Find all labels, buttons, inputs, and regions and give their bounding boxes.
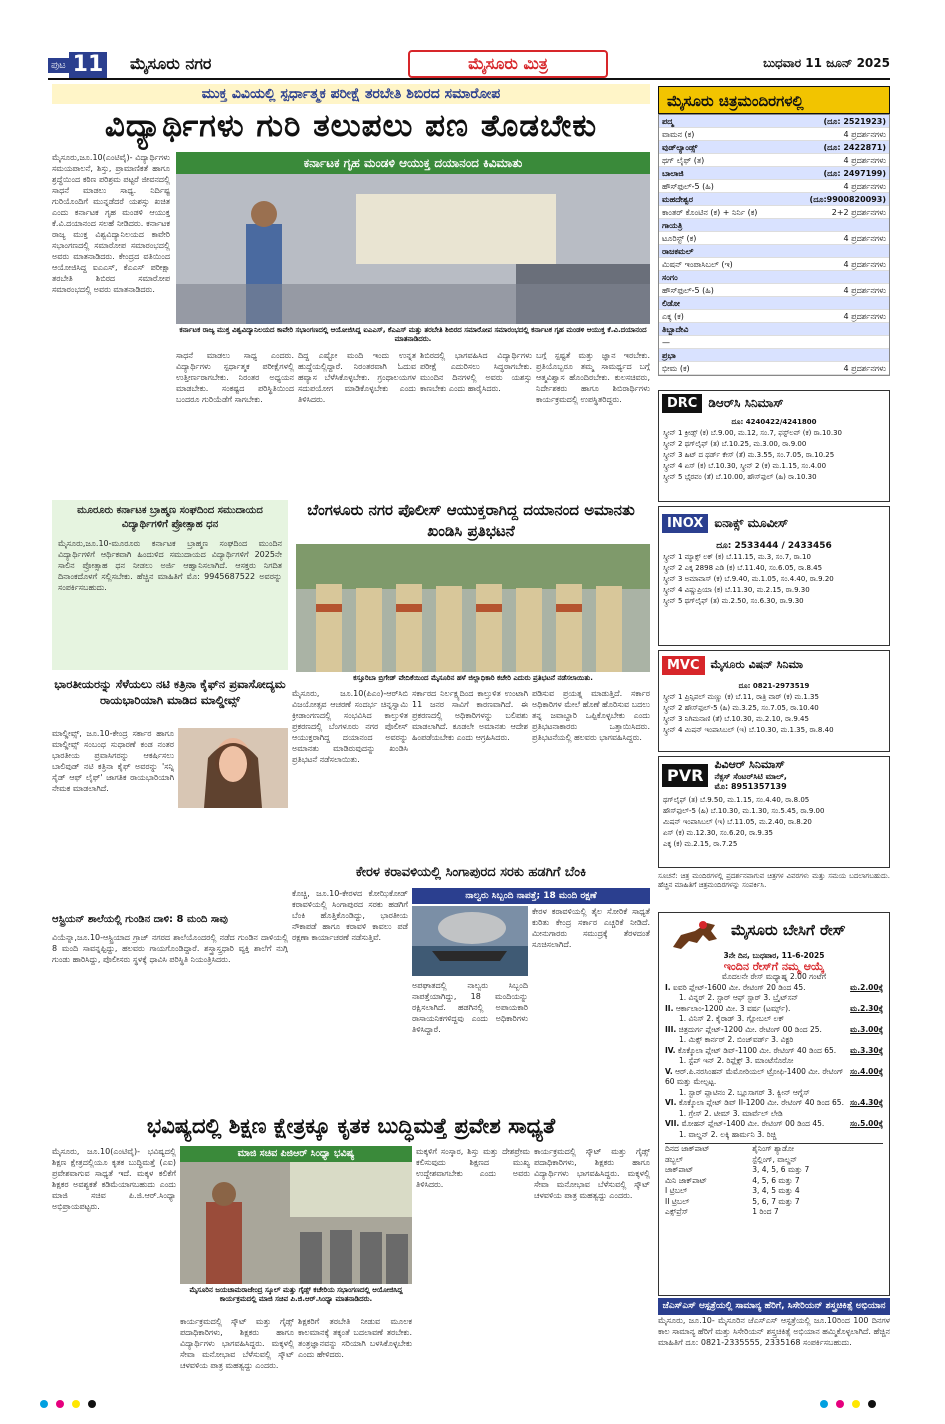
cinema-row	[659, 154, 889, 167]
race-pick: 1. ಗ್ರೇಸ್ 2. ಟೀಮ್ 3. ಮಾರ್ವೆಲ್ ಲೇಡಿ	[679, 1108, 783, 1118]
hospital-notice-body: ಮೈಸೂರು, ಜೂ.10- ಮೈಸೂರಿನ ಜೆಎಸ್‌ಎಸ್ ಆಸ್ಪತ್ರೆಯಲ್ಲಿ ಜೂ.10ರಿಂದ 100 ದಿನಗಳ ಕಾಲ ಸಾಮಾನ್ಯ ಹೆರಿಗೆ ಮತ್ತು ಸಿಸೇರಿಯನ್ ಶಸ್ತ್ರಚಿಕಿತ್ಸೆ ಅಭಿಯಾನ ಹಮ್ಮಿಕೊಳ್ಳಲಾಗಿದೆ. ಹೆಚ್ಚಿನ ಮಾಹಿತಿಗೆ ದೂ: 0821-2335555, 2335168 ಸಂಪರ್ಕಿಸಬಹುದು.	[658, 1316, 890, 1347]
cinema-name: ಹೌಸ್‌ಫುಲ್-5 (ಹಿ)	[662, 286, 714, 295]
inox-line: ಸ್ಕ್ರೀನ್ 2 ಎಕ್ಕ 2898 ಎಡಿ (ಕ) ಬೆ.11.40, ಸಂ.6.05, ರಾ.8.45	[663, 564, 823, 572]
brahmin-body: ಮೈಸೂರು,ಜೂ.10-ಮೂರೂರು ಕರ್ನಾಟಕ ಬ್ರಾಹ್ಮಣ ಸಂಘದಿಂದ ಮುಂದಿನ ವಿದ್ಯಾರ್ಥಿಗಳಿಗೆ ಆರ್ಥಿಕವಾಗಿ ಹಿಂದುಳಿದ ಸಮುದಾಯದ ವಿದ್ಯಾರ್ಥಿಗಳಿಗೆ 2025ನೇ ಸಾಲಿನ ಪ್ರೋತ್ಸಾಹ ಧನ ನೀಡಲು ಅರ್ಜಿ ಆಹ್ವಾನಿಸಲಾಗಿದೆ. ಆಸಕ್ತರು ನಿಗದಿತ ದಿನಾಂಕದೊಳಗೆ ಸಲ್ಲಿಸಬೇಕು. ಹೆಚ್ಚಿನ ಮಾಹಿತಿಗೆ ಮೊ: 9945687522 ಅವರನ್ನು ಸಂಪರ್ಕಿಸಬಹುದು.	[58, 539, 282, 592]
race-time: ಸಂ.5.00ಕ್ಕೆ	[849, 1119, 883, 1128]
black-dot	[868, 1400, 876, 1408]
cinema-info: 4 ಪ್ರದರ್ಶನಗಳು	[843, 156, 886, 165]
cinema-row	[659, 128, 889, 141]
race-number: IV.	[665, 1045, 676, 1055]
race-time: ಸಂ.4.00ಕ್ಕೆ	[849, 1066, 883, 1076]
jackpot-row	[665, 1176, 883, 1187]
cinema-name: ಮಹದೇಶ್ವರ	[662, 195, 693, 204]
race-time: ಮ.2.00ಕ್ಕೆ	[850, 982, 883, 992]
protest-group-image	[296, 544, 650, 672]
lead-column-1: ಮೈಸೂರು,ಜೂ.10(ಎಂಟಿವೈ)- ವಿದ್ಯಾರ್ಥಿಗಳು ಸಮಯಪಾಲನೆ, ಶಿಸ್ತು, ಪ್ರಾಮಾಣಿಕತೆ ಹಾಗೂ ಶ್ರದ್ಧೆಯಿಂದ ಕಠಿಣ ಪರಿಶ್ರಮ ಪಟ್ಟರೆ ಜೀವನದಲ್ಲಿ ಸಾಧನೆ ಮಾಡಲು ಸಾಧ್ಯ. ನಿರ್ದಿಷ್ಟ ಗುರಿಯೊಂದಿಗೆ ಮುನ್ನಡೆದರೆ ಯಶಸ್ಸು ಖಚಿತ ಎಂದು ಕರ್ನಾಟಕ ಗೃಹ ಮಂಡಳಿ ಆಯುಕ್ತ ಕೆ.ವಿ.ದಯಾನಂದ ಸಲಹೆ ನೀಡಿದರು. ಕರ್ನಾಟಕ ರಾಜ್ಯ ಮುಕ್ತ ವಿಶ್ವವಿದ್ಯಾನಿಲಯದ ಕಾವೇರಿ ಸಭಾಂಗಣದಲ್ಲಿ ಸಮಾರೋಪ ಸಮಾರಂಭದಲ್ಲಿ ಅವರು ಮಾತನಾಡಿದರು. ಕೇಂದ್ರದ ವತಿಯಿಂದ ಆಯೋಜಿಸಿದ್ದ ಐಎಎಸ್, ಕೆಎಎಸ್ ಪರೀಕ್ಷಾ ತರಬೇತಿ ಶಿಬಿರದ ಸಮಾರೋಪ ಸಮಾರಂಭದಲ್ಲಿ ಅವರು ಮಾತನಾಡಿದರು.	[52, 153, 170, 294]
cinema-info: 4 ಪ್ರದರ್ಶನಗಳು	[843, 364, 886, 373]
cinema-row	[659, 219, 889, 232]
ai-column-2: ಕಾರ್ಯಕ್ರಮದಲ್ಲಿ ಸ್ಕೌಟ್ ಮತ್ತು ಗೈಡ್ಸ್ ಪದಾಧಿಕಾರಿಗಳು, ಶಿಕ್ಷಕರು ಹಾಗೂ ವಿದ್ಯಾರ್ಥಿಗಳು ಭಾಗವಹಿಸಿದ್ದರು. ಮಕ್ಕಳಲ್ಲಿ ಸೇವಾ ಮನೋಭಾವ ಬೆಳೆಸುವಲ್ಲಿ ಸ್ಕೌಟ್ ಚಳವಳಿಯ ಪಾತ್ರ ಮಹತ್ವದ್ದು ಎಂದರು.	[180, 1317, 294, 1370]
lead-photo-caption: ಕರ್ನಾಟಕ ರಾಜ್ಯ ಮುಕ್ತ ವಿಶ್ವವಿದ್ಯಾನಿಲಯದ ಕಾವೇರಿ ಸಭಾಂಗಣದಲ್ಲಿ ಆಯೋಜಿಸಿದ್ದ ಐಎಎಸ್, ಕೆಎಎಸ್ ಮತ್ತು ತರಬೇತಿ ಶಿಬಿರದ ಸಮಾರೋಪ ಸಮಾರಂಭದಲ್ಲಿ ಕರ್ನಾಟಕ ಗೃಹ ಮಂಡಳಿ ಆಯುಕ್ತ ಕೆ.ವಿ.ದಯಾನಂದ ಮಾತನಾಡಿದರು.	[179, 326, 647, 343]
mvc-title: ಮೈಸೂರು ವಿಷನ್ ಸಿನಿಮಾ	[710, 658, 803, 671]
ai-photo-caption: ಮೈಸೂರಿನ ಜಯಚಾಮರಾಜೇಂದ್ರ ಸ್ಕೂಲ್ ಮತ್ತು ಗೈಡ್ಸ್ ಕಚೇರಿಯ ಸಭಾಂಗಣದಲ್ಲಿ ಆಯೋಜಿಸಿದ್ದ ಕಾರ್ಯಕ್ರಮದಲ್ಲಿ ಮಾಜಿ ಸಚಿವ ಪಿ.ಜಿ.ಆರ್.ಸಿಂಧ್ಯಾ ಮಾತನಾಡಿದರು.	[189, 1286, 403, 1303]
race-pick: 1. ವಿನಿಸ್ 2. ಕೈರಾಡ್ 3. ಗ್ಲೋಬಲ್ ಲಕ್	[679, 1014, 785, 1023]
lead-column-3: ದಿದ್ದ ಎಷ್ಟೋ ಮಂದಿ ಇಂದು ಉನ್ನತ ಹುದ್ದೆಯಲ್ಲಿದ್ದಾರೆ. ನಿರಂತರವಾಗಿ ಓದುವ ಹವ್ಯಾಸ ಬೆಳೆಸಿಕೊಳ್ಳಬೇಕು. ಗ್ರಂಥಾಲಯಗಳ ಸದುಪಯೋಗ ಮಾಡಿಕೊಳ್ಳಬೇಕು ಎಂದು ತಿಳಿಸಿದರು.	[298, 351, 416, 404]
cinema-row	[659, 349, 889, 362]
drc-title: ಡಿಆರ್‌ಸಿ ಸಿನಿಮಾಸ್	[708, 395, 784, 410]
cinema-name: ಬಾಲಾಜಿ	[662, 169, 684, 178]
race-pick: 1. ಸ್ಟಾರ್ ಪ್ಲಾಟಿನಂ 2. ಬ್ಲೂಸಾಗರ್ 3. ಕ್ವೀನ್ ಆಗ್ನೆಸ್	[679, 1087, 810, 1097]
mvc-phone: ದೂ: 0821-2973519	[738, 682, 810, 690]
protest-column-2: ಸರ್ಕಾರದ ನಿರ್ಲಕ್ಷ್ಯದಿಂದ ಕಾಲ್ತುಳಿತ ಉಂಟಾಗಿ 11 ಜನರ ಸಾವಿಗೆ ಕಾರಣವಾಗಿದೆ. ಈ ಪ್ರಕರಣದಲ್ಲಿ ಅಧಿಕಾರಿಗಳನ್ನು ಬಲಿಪಶು ಮಾಡಲಾಗಿದೆ. ಕೂಡಲೇ ಅಮಾನತು ಆದೇಶ ಹಿಂಪಡೆಯಬೇಕು ಎಂದು ಆಗ್ರಹಿಸಿದರು.	[412, 689, 528, 742]
cinema-row	[659, 284, 889, 297]
cinema-name: —	[662, 338, 670, 347]
mvc-logo: MVC	[662, 656, 705, 675]
mvc-line: ಸ್ಕ್ರೀನ್ 1 ಪ್ರಿನ್ಸಿಪಲ್ ಮಣ್ಣು (ಕ) ಬೆ.11, ರಾತ್ರಿ ವಾರ್ (ಕ) ಮ.1.35	[663, 693, 819, 701]
race-item	[665, 983, 883, 994]
lead-column-5: ಬಗ್ಗೆ ಸ್ಪಷ್ಟತೆ ಮತ್ತು ಜ್ಞಾನ ಇರಬೇಕು. ಪ್ರತಿಯೊಬ್ಬರೂ ತಮ್ಮ ಸಾಮರ್ಥ್ಯದ ಬಗ್ಗೆ ಆತ್ಮವಿಶ್ವಾಸ ಹೊಂದಿರಬೇಕು. ಕುಲಸಚಿವರು, ನಿರ್ದೇಶಕರು ಹಾಗೂ ಶಿಬಿರಾರ್ಥಿಗಳು ಕಾರ್ಯಕ್ರಮದಲ್ಲಿ ಉಪಸ್ಥಿತರಿದ್ದರು.	[536, 351, 650, 404]
jackpot-value: ಶೈನಿಂಗ್ ಶ್ಯಾಡೋ	[752, 1144, 795, 1153]
inox-line: ಸ್ಕ್ರೀನ್ 1 ಮ್ಯಾಕ್ಸ್ ಲಕ್ (ಕ) ಬೆ.11.15, ಮ.3, ಸಂ.7, ರಾ.10	[663, 553, 811, 561]
jackpot-value: 3, 4, 5, 6 ಮತ್ತು 7	[752, 1165, 810, 1174]
race-pick: 1. ವಾಲ್ಡನ್ 2. ಲಕ್ಕಿ ಹಾರ್ಮನಿ 3. ರಿಚ್ಚಿ	[679, 1129, 777, 1139]
page-number-badge	[48, 52, 107, 78]
protest-column-1: ಮೈಸೂರು, ಜೂ.10(ಪಿಎಂ)-ಆರ್‌ಸಿಬಿ ವಿಜಯೋತ್ಸವ ಆಚರಣೆ ಸಂದರ್ಭ ಚಿನ್ನಸ್ವಾಮಿ ಕ್ರೀಡಾಂಗಣದಲ್ಲಿ ಸಂಭವಿಸಿದ ಕಾಲ್ತುಳಿತ ಪ್ರಕರಣದಲ್ಲಿ ಬೆಂಗಳೂರು ನಗರ ಪೊಲೀಸ್ ಆಯುಕ್ತರಾಗಿದ್ದ ದಯಾನಂದ ಅವರನ್ನು ಅಮಾನತು ಮಾಡಿರುವುದನ್ನು ಖಂಡಿಸಿ ಪ್ರತಿಭಟನೆ ನಡೆಸಲಾಯಿತು.	[292, 689, 408, 764]
kerala-column-1: ಕೊಚ್ಚಿ, ಜೂ.10-ಕೇರಳದ ಕೋಝಿಕೋಡ್ ಕರಾವಳಿಯಲ್ಲಿ ಸಿಂಗಾಪುರದ ಸರಕು ಹಡಗಿಗೆ ಬೆಂಕಿ ಹೊತ್ತಿಕೊಂಡಿದ್ದು, ಭಾರತೀಯ ನೌಕಾಪಡೆ ಹಾಗೂ ಕರಾವಳಿ ಕಾವಲು ಪಡೆ ರಕ್ಷಣಾ ಕಾರ್ಯಾಚರಣೆ ನಡೆಸುತ್ತಿವೆ.	[292, 889, 408, 942]
cinema-row	[659, 323, 889, 336]
cinema-name: ಎಕ್ಕ (ಕ)	[662, 312, 684, 321]
cinema-info: 4 ಪ್ರದರ್ಶನಗಳು	[843, 234, 886, 243]
jackpot-value: 5, 6, 7 ಮತ್ತು 7	[752, 1196, 800, 1206]
ai-headline: ಭವಿಷ್ಯದಲ್ಲಿ ಶಿಕ್ಷಣ ಕ್ಷೇತ್ರಕ್ಕೂ ಕೃತಕ ಬುದ್ಧಿಮತ್ತೆ ಪ್ರವೇಶ ಸಾಧ್ಯತೆ	[146, 1114, 556, 1138]
inox-line: ಸ್ಕ್ರೀನ್ 3 ಅಮಾವಾಸ್ (ಕ) ಬೆ.9.40, ಮ.1.05, ಸಂ.4.40, ರಾ.9.20	[663, 575, 834, 583]
kerala-column-3: ಕೇರಳ ಕರಾವಳಿಯಲ್ಲಿ ತೈಲ ಸೋರಿಕೆ ಸಾಧ್ಯತೆ ಕುರಿತು ಕೇಂದ್ರ ಸರ್ಕಾರ ಎಚ್ಚರಿಕೆ ನೀಡಿದೆ. ಮೀನುಗಾರರು ಸಮುದ್ರಕ್ಕೆ ತೆರಳದಂತೆ ಸೂಚಿಸಲಾಗಿದೆ.	[532, 907, 650, 949]
mvc-line: ಸ್ಕ್ರೀನ್ 4 ಮಿಷನ್ ಇಂಪಾಸಿಬಲ್ (ಇ) ಬೆ.10.30, ಮ.1.35, ರಾ.8.40	[663, 726, 834, 734]
race-number: I.	[665, 982, 671, 992]
race-title: ಮೈಸೂರು ಬೇಸಿಗೆ ರೇಸ್	[659, 913, 889, 949]
cinema-row	[659, 297, 889, 310]
drc-line: ಸ್ಕ್ರೀನ್ 4 ಏಸ್ (ಕ) ಬೆ.10.30, ಸ್ಕ್ರೀನ್ 2 (ಕ) ಮ.1.15, ಸಂ.4.00	[663, 462, 827, 470]
cinema-listing	[658, 114, 890, 376]
jackpot-value: 1 ರಿಂದ 7	[752, 1207, 779, 1216]
inox-ad	[658, 506, 890, 646]
drc-ad	[658, 390, 890, 502]
pvr-subtitle: ನೆಕ್ಸಸ್ ಸೆಂಟರ್‌ಸಿಟಿ ಮಾಲ್,	[714, 772, 787, 781]
pvr-ad	[658, 756, 890, 868]
katrina-photo	[178, 728, 288, 808]
inox-line: ಸ್ಕ್ರೀನ್ 4 ವಿಷ್ಣುಪ್ರಿಯಾ (ಕ) ಬೆ.11.30, ಮ.2.15, ರಾ.9.30	[663, 586, 810, 594]
race-day: 3ನೇ ದಿನ, ಬುಧವಾರ, 11-6-2025	[723, 951, 825, 960]
race-description: ಆರ್.ಪಿ.ನರಸಿಂಹನ್ ಮೆಮೋರಿಯಲ್ ಟ್ರೋಫಿ-1400 ಮೀ. ರೇಟಿಂಗ್ 60 ಮತ್ತು ಮೇಲ್ಪಟ್ಟ.	[665, 1066, 844, 1086]
black-dot	[88, 1400, 96, 1408]
race-pick: 1. ವಿನ್ನರ್ 2. ಸ್ಟಾರ್ ಆಫ್ ಸ್ಟಾರ್ 3. ಬ್ರೈಟ್‌ಸನ್	[679, 993, 799, 1002]
racehorse-icon	[667, 917, 723, 953]
race-item	[665, 1004, 883, 1015]
katrina-headline: ಭಾರತೀಯರನ್ನು ಸೆಳೆಯಲು ನಟಿ ಕತ್ರಿನಾ ಕೈಫ್‌ನ ಪ್ರವಾಸೋದ್ಯಮ ರಾಯಭಾರಿಯಾಗಿ ಮಾಡಿದ ಮಾಲ್ಡೀವ್ಸ್	[54, 677, 286, 707]
lead-column-4: ಶಿಬಿರದಲ್ಲಿ ಭಾಗವಹಿಸಿದ ವಿದ್ಯಾರ್ಥಿಗಳು ಪರೀಕ್ಷೆ ಎದುರಿಸಲು ಸಿದ್ಧರಾಗಬೇಕು. ಮುಂದಿನ ದಿನಗಳಲ್ಲಿ ಅವರು ಯಶಸ್ಸು ಕಾಣಬೇಕು ಎಂದು ಹಾರೈಸಿದರು.	[420, 351, 532, 393]
race-number: III.	[665, 1024, 677, 1034]
drc-line: ಸ್ಕ್ರೀನ್ 2 ಥಗ್‌ಲೈಫ್ (ತ) ಬೆ.10.25, ಮ.3.00, ರಾ.9.00	[663, 440, 807, 448]
jackpot-label: ಜಾಕ್‌ಪಾಟ್	[665, 1165, 694, 1174]
race-number: VII.	[665, 1119, 680, 1128]
cinema-info: (ದೂ: 2497199)	[823, 169, 886, 178]
cinema-name: ವುಡ್‌ಲ್ಯಾಂಡ್ಸ್	[662, 143, 698, 152]
cinema-row	[659, 362, 889, 375]
cyan-dot	[40, 1400, 48, 1408]
ai-event-image	[180, 1162, 412, 1284]
katrina-portrait	[178, 728, 288, 808]
cinema-name: ಗಾಯತ್ರಿ	[662, 221, 683, 230]
cinema-info: 2+2 ಪ್ರದರ್ಶನಗಳು	[831, 208, 886, 217]
ai-column-1: ಮೈಸೂರು, ಜೂ.10(ಎಂಟಿವೈ)- ಭವಿಷ್ಯದಲ್ಲಿ ಶಿಕ್ಷಣ ಕ್ಷೇತ್ರದಲ್ಲಿಯೂ ಕೃತಕ ಬುದ್ಧಿಮತ್ತೆ (ಎಐ) ಪ್ರವೇಶವಾಗುವ ಸಾಧ್ಯತೆ ಇದೆ. ಮಕ್ಕಳ ಕಲಿಕೆಗೆ ಶಿಕ್ಷಕರ ಅವಶ್ಯಕತೆ ಕಡಿಮೆಯಾಗಬಹುದು ಎಂದು ಮಾಜಿ ಸಚಿವ ಪಿ.ಜಿ.ಆರ್.ಸಿಂಧ್ಯಾ ಅಭಿಪ್ರಾಯಪಟ್ಟರು.	[52, 1147, 176, 1211]
drc-logo: DRC	[662, 394, 702, 413]
section-title: ಮೈಸೂರು ನಗರ	[130, 54, 212, 73]
registration-marks	[0, 1400, 945, 1412]
protest-headline: ಬೆಂಗಳೂರು ನಗರ ಪೊಲೀಸ್ ಆಯುಕ್ತರಾಗಿದ್ದ ದಯಾನಂದ ಅಮಾನತು ಖಂಡಿಸಿ ಪ್ರತಿಭಟನೆ	[307, 501, 635, 540]
drc-line: ಸ್ಕ್ರೀನ್ 3 ಹಿಟ್ ದ ಥರ್ಡ್ ಕೇಸ್ (ತೆ) ಮ.3.55, ಸಂ.7.05, ರಾ.10.25	[663, 451, 835, 459]
race-first: ಮೊದಲನೇ ರೇಸ್ ಮಧ್ಯಾಹ್ನ 2.00 ಗಂಟೆಗೆ	[721, 972, 827, 981]
cinema-name: ರಾಜಕಮಲ್	[662, 247, 694, 256]
cinema-row	[659, 258, 889, 271]
jackpot-value: 4, 5, 6 ಮತ್ತು 7	[752, 1175, 800, 1185]
lead-kicker: ಮುಕ್ತ ವಿವಿಯಲ್ಲಿ ಸ್ಪರ್ಧಾತ್ಮಕ ಪರೀಕ್ಷೆ ತರಬೇತಿ ಶಿಬಿರದ ಸಮಾರೋಪ	[52, 84, 650, 104]
cinema-row	[659, 245, 889, 258]
cinema-name: ಲಿಡೋ	[662, 299, 680, 308]
newspaper-logo: ಮೈಸೂರು ಮಿತ್ರ	[408, 50, 608, 78]
jackpot-row	[665, 1144, 883, 1155]
jackpot-label: ಎಕ್ಸ್‌ಪ್ರೆಸ್	[665, 1207, 689, 1216]
race-item	[665, 1119, 883, 1130]
race-pick: 1. ಸ್ಟೆಪ್ ಇನ್ 2. ರಿಫ್ಲೆಕ್ಸ್ 3. ಮಾಂಟೆಸೊರೋ	[679, 1056, 794, 1065]
lead-photo-image	[176, 174, 650, 324]
jackpot-row	[665, 1197, 883, 1208]
pvr-line: ಹೌಸ್‌ಫುಲ್-5 (ಹಿ) ಬೆ.10.30, ಮ.1.30, ಸಂ.5.45, ರಾ.9.00	[663, 807, 825, 815]
inox-logo: INOX	[662, 514, 708, 533]
katrina-body: ಮಾಲ್ಡೀವ್ಸ್, ಜೂ.10-ಕೇಂದ್ರ ಸರ್ಕಾರ ಹಾಗೂ ಮಾಲ್ಡೀವ್ಸ್ ಸಂಬಂಧ ಸುಧಾರಣೆ ಕಂಡ ನಂತರ ಭಾರತೀಯ ಪ್ರವಾಸಿಗರನ್ನು ಆಕರ್ಷಿಸಲು ಬಾಲಿವುಡ್ ನಟಿ ಕತ್ರಿನಾ ಕೈಫ್ ಅವರನ್ನು 'ಸನ್ನಿ ಸೈಡ್ ಆಫ್ ಲೈಫ್' ಜಾಗತಿಕ ರಾಯಭಾರಿಯಾಗಿ ನೇಮಕ ಮಾಡಲಾಗಿದೆ.	[52, 729, 174, 793]
pvr-phone: ಮೊ: 8951357139	[714, 782, 787, 791]
cinema-name: ಸಂಗಂ	[662, 273, 678, 282]
cinema-notice: ಸೂಚನೆ: ಚಿತ್ರ ಮಂದಿರಗಳಲ್ಲಿ ಪ್ರದರ್ಶನವಾಗುವ ಚಿತ್ರಗಳ ವಿವರಗಳು ಮತ್ತು ಸಮಯ ಬದಲಾಗಬಹುದು. ಹೆಚ್ಚಿನ ಮಾಹಿತಿಗೆ ಚಿತ್ರಮಂದಿರಗಳನ್ನು ಸಂಪರ್ಕಿಸಿ.	[658, 872, 890, 889]
race-today: ಇಂದಿನ ರೇಸ್‌ಗೆ ನಮ್ಮ ಆಯ್ಕೆ	[723, 959, 825, 973]
cinema-name: ಪದ್ಮ	[662, 117, 674, 126]
inox-phone: ದೂ: 2533444 / 2433456	[716, 541, 832, 551]
race-time: ಮ.3.00ಕ್ಕೆ	[850, 1024, 883, 1034]
jackpot-row	[665, 1155, 883, 1166]
ai-photo	[180, 1162, 412, 1284]
cinema-row	[659, 336, 889, 349]
protest-column-3: ಪಡಿಸುವ ಪ್ರಯತ್ನ ಮಾಡುತ್ತಿದೆ. ಸರ್ಕಾರ ಅಧಿಕಾರಿಗಳ ಮೇಲೆ ಹೊಣೆ ಹೊರಿಸುವ ಬದಲು ತನ್ನ ಜವಾಬ್ದಾರಿ ಒಪ್ಪಿಕೊಳ್ಳಬೇಕು ಎಂದು ಪ್ರತಿಭಟನಾಕಾರರು ಒತ್ತಾಯಿಸಿದರು. ಪ್ರತಿಭಟನೆಯಲ್ಲಿ ಹಲವರು ಭಾಗವಹಿಸಿದ್ದರು.	[532, 689, 650, 742]
race-description: ಮೋಹನ್ ಪ್ಲೇಟ್-1400 ಮೀ. ರೇಟಿಂಗ್ 00 ಡಿಂದ 45.	[681, 1119, 825, 1128]
lead-headline: ವಿದ್ಯಾರ್ಥಿಗಳು ಗುರಿ ತಲುಪಲು ಪಣ ತೊಡಬೇಕು	[104, 108, 598, 144]
cinema-info: (ದೂ: 2521923)	[823, 117, 886, 126]
jackpot-row	[665, 1207, 883, 1218]
cinema-row	[659, 310, 889, 323]
cinema-row	[659, 141, 889, 154]
pvr-title: ಪಿವಿಆರ್ ಸಿನಿಮಾಸ್	[714, 758, 785, 771]
cinema-row	[659, 232, 889, 245]
mvc-line: ಸ್ಕ್ರೀನ್ 3 ನಿಗಿಮನಾಣಿ (ತೆ) ಬೆ.10.30, ಮ.2.10, ರಾ.9.45	[663, 715, 809, 723]
masthead	[48, 50, 890, 80]
jackpot-value: 3, 4, 5 ಮತ್ತು 4	[752, 1186, 800, 1195]
drc-line: ಸ್ಕ್ರೀನ್ 5 ಭೈರವಂ (ತೆ) ಬೆ.10.00, ಹೌಸ್‌ಫುಲ್ (ಹಿ) ರಾ.10.30	[663, 473, 817, 481]
inox-title: ಐನಾಕ್ಸ್ ಮೂವೀಸ್	[714, 515, 789, 530]
cinema-row	[659, 271, 889, 284]
cinema-name: ಭೀಮ (ಕ)	[662, 364, 690, 373]
cinema-name: ಟೂರಿಸ್ಟ್ (ಕ)	[662, 234, 697, 243]
kerala-subhead: ನಾಲ್ವರು ಸಿಬ್ಬಂದಿ ನಾಪತ್ತೆ; 18 ಮಂದಿ ರಕ್ಷಣೆ	[412, 888, 650, 904]
ai-column-5: ಕಾರ್ಯಕ್ರಮದಲ್ಲಿ ಸ್ಕೌಟ್ ಮತ್ತು ಗೈಡ್ಸ್ ಪದಾಧಿಕಾರಿಗಳು, ಶಿಕ್ಷಕರು ಹಾಗೂ ವಿದ್ಯಾರ್ಥಿಗಳು ಭಾಗವಹಿಸಿದ್ದರು. ಮಕ್ಕಳಲ್ಲಿ ಸೇವಾ ಮನೋಭಾವ ಬೆಳೆಸುವಲ್ಲಿ ಸ್ಕೌಟ್ ಚಳವಳಿಯ ಪಾತ್ರ ಮಹತ್ವದ್ದು ಎಂದರು.	[534, 1147, 650, 1200]
jackpot-label: ಮಿನಿ ಜಾಕ್‌ಪಾಟ್	[665, 1175, 708, 1185]
pvr-line: ಥಗ್‌ಲೈಫ್ (ತ) ಬೆ.9.50, ಮ.1.15, ಸಂ.4.40, ರಾ.8.05	[663, 796, 810, 804]
race-item	[665, 1098, 883, 1109]
cinema-info: (ದೂ:9900820093)	[809, 195, 886, 204]
hospital-notice	[658, 1298, 890, 1374]
lead-photo	[176, 174, 650, 324]
page-label: ಪುಟ	[48, 58, 69, 73]
kerala-column-2: ಅಪಘಾತದಲ್ಲಿ ನಾಲ್ವರು ಸಿಬ್ಬಂದಿ ನಾಪತ್ತೆಯಾಗಿದ್ದು, 18 ಮಂದಿಯನ್ನು ರಕ್ಷಿಸಲಾಗಿದೆ. ಹಡಗಿನಲ್ಲಿ ಅಪಾಯಕಾರಿ ರಾಸಾಯನಿಕಗಳಿದ್ದವು ಎಂದು ಅಧಿಕಾರಿಗಳು ತಿಳಿಸಿದ್ದಾರೆ.	[412, 981, 528, 1034]
protest-photo-caption: ಕಸ್ತೂರಿಬಾ ಬ್ರಿಗೇಡ್ ವೇದಿಕೆಯಿಂದ ಮೈಸೂರಿನ ಹಳೆ ಜಿಲ್ಲಾಧಿಕಾರಿ ಕಚೇರಿ ಎದುರು ಪ್ರತಿಭಟನೆ ನಡೆಸಲಾಯಿತು.	[353, 674, 593, 682]
pvr-line: ಎಕ್ಕ (ಕ) ಮ.2.15, ರಾ.7.25	[663, 840, 738, 848]
cinema-name: ತಿಬ್ಬಾದೇವಿ	[662, 325, 689, 334]
cinema-info: 4 ಪ್ರದರ್ಶನಗಳು	[843, 182, 886, 191]
race-time: ಮ.2.30ಕ್ಕೆ	[850, 1003, 883, 1013]
cyan-dot	[820, 1400, 828, 1408]
jackpot-value: ಸ್ಟೆಲ್ಲಿಂಗ್, ವಾಲ್ಡನ್	[752, 1154, 798, 1164]
kerala-headline: ಕೇರಳ ಕರಾವಳಿಯಲ್ಲಿ ಸಿಂಗಾಪುರದ ಸರಕು ಹಡಗಿಗೆ ಬೆಂಕಿ	[355, 865, 587, 880]
kerala-ship-photo	[412, 906, 528, 976]
cinema-row	[659, 115, 889, 128]
ai-column-4: ಮಕ್ಕಳಿಗೆ ಸಂಸ್ಕಾರ, ಶಿಸ್ತು ಮತ್ತು ದೇಶಪ್ರೇಮ ಕಲಿಸುವುದು ಶಿಕ್ಷಣದ ಮುಖ್ಯ ಉದ್ದೇಶವಾಗಬೇಕು ಎಂದು ಅವರು ತಿಳಿಸಿದರು.	[416, 1147, 530, 1189]
race-number: VI.	[665, 1098, 677, 1107]
race-item	[665, 1067, 883, 1088]
jackpot-label: II ಟ್ರಿಬಲ್	[665, 1196, 690, 1206]
austria-body: ವಿಯೆನ್ನಾ,ಜೂ.10-ಆಸ್ಟ್ರಿಯಾದ ಗ್ರಾಜ್ ನಗರದ ಶಾಲೆಯೊಂದರಲ್ಲಿ ನಡೆದ ಗುಂಡಿನ ದಾಳಿಯಲ್ಲಿ 8 ಮಂದಿ ಸಾವನ್ನಪ್ಪಿದ್ದು, ಹಲವರು ಗಾಯಗೊಂಡಿದ್ದಾರೆ. ಶಸ್ತ್ರಾಸ್ತ್ರಧಾರಿ ವ್ಯಕ್ತಿ ಶಾಲೆಗೆ ನುಗ್ಗಿ ಗುಂಡು ಹಾರಿಸಿದ್ದು, ಪೊಲೀಸರು ಸ್ಥಳಕ್ಕೆ ಧಾವಿಸಿ ಪರಿಸ್ಥಿತಿ ನಿಯಂತ್ರಿಸಿದರು.	[52, 933, 288, 964]
jackpot-label: I ಟ್ರಿಬಲ್	[665, 1186, 688, 1195]
page-number: 11	[69, 52, 108, 78]
race-time: ಮ.3.30ಕ್ಕೆ	[850, 1045, 883, 1055]
drc-line: ಸ್ಕ್ರೀನ್ 1 ಕ್ರೀಡ್ಸ್ (ಕ) ಬೆ.9.00, ಮ.12, ಸಂ.7, ಫಸ್ಟ್‌ಲವ್ (ಕ) ರಾ.10.30	[663, 429, 843, 437]
hospital-notice-title: ಜೆಎಸ್‌ಎಸ್ ಆಸ್ಪತ್ರೆಯಲ್ಲಿ ಸಾಮಾನ್ಯ ಹೆರಿಗೆ, ಸಿಸೇರಿಯನ್ ಶಸ್ತ್ರಚಿಕಿತ್ಸೆ ಅಭಿಯಾನ	[658, 1298, 890, 1315]
yellow-dot	[72, 1400, 80, 1408]
cinema-name: ಕಾಂತರ್ ಕೊಂಟಿನ (ಕ) + ನಿರ್ನಿ (ಕ)	[662, 208, 758, 217]
race-description: ಕೊಕ್ಕೊಲಾ ಪ್ಲೇಟ್ ಡಿವ್-1100 ಮೀ. ರೇಟಿಂಗ್ 40 ಡಿಂದ 65.	[677, 1045, 837, 1055]
austria-headline: ಆಸ್ಟ್ರಿಯನ್ ಶಾಲೆಯಲ್ಲಿ ಗುಂಡಿನ ದಾಳಿ: 8 ಮಂದಿ ಸಾವು	[52, 914, 228, 925]
race-number: II.	[665, 1003, 674, 1013]
race-number: V.	[665, 1066, 673, 1076]
yellow-dot	[852, 1400, 860, 1408]
cinema-name: ಹೌಸ್‌ಫುಲ್-5 (ಹಿ)	[662, 182, 714, 191]
cinema-info: 4 ಪ್ರದರ್ಶನಗಳು	[843, 286, 886, 295]
race-description: ಆರ್ಕಾಲಾಂ-1200 ಮೀ. 3 ವರ್ಷ (ಟರ್ಮ್ಸ್).	[675, 1003, 791, 1013]
jackpot-row	[665, 1186, 883, 1197]
ship-fire-image	[412, 906, 528, 976]
ai-column-3: ಶಿಕ್ಷಕರಿಗೆ ತರಬೇತಿ ನೀಡುವ ಮೂಲಕ ಕಾಲಮಾನಕ್ಕೆ ತಕ್ಕಂತೆ ಬದಲಾವಣೆ ತರಬೇಕು. ತಂತ್ರಜ್ಞಾನವನ್ನು ಸರಿಯಾಗಿ ಬಳಸಿಕೊಳ್ಳಬೇಕು ಎಂದು ಹೇಳಿದರು.	[298, 1317, 412, 1359]
race-pick: 1. ಮಿಕ್ಸ್ ಕಾರ್ನರ್ 2. ಬಿಂಜ್‌ವರ್ಡ್ 3. ವಿಕ್ಟರಿ	[679, 1035, 794, 1044]
magenta-dot	[56, 1400, 64, 1408]
cinema-row	[659, 206, 889, 219]
ai-photo-bar: ಮಾಜಿ ಸಚಿವ ಪಿಜಿಆರ್ ಸಿಂಧ್ಯಾ ಭವಿಷ್ಯ	[180, 1146, 412, 1162]
cinema-name: ಪ್ರಭಾ	[662, 351, 676, 360]
issue-date: ಬುಧವಾರ 11 ಜೂನ್ 2025	[763, 56, 890, 70]
race-box	[658, 912, 890, 1296]
cinema-info: (ದೂ: 2422871)	[823, 143, 886, 152]
race-time: ಸಂ.4.30ಕ್ಕೆ	[849, 1098, 883, 1107]
jackpot-label: ದಿನದ ಜಾಕ್‌ಪಾಟ್	[665, 1144, 710, 1153]
cinema-info: 4 ಪ್ರದರ್ಶನಗಳು	[843, 130, 886, 139]
cinema-name: ವಾಮನ (ಕ)	[662, 130, 695, 139]
race-item	[665, 1046, 883, 1057]
jackpot-label: ಡಬ್ಬಲ್	[665, 1154, 683, 1164]
mvc-line: ಸ್ಕ್ರೀನ್ 2 ಹೌಸ್‌ಫುಲ್-5 (ಹಿ) ಮ.3.25, ಸಂ.7.05, ರಾ.10.40	[663, 704, 819, 712]
cinema-row	[659, 167, 889, 180]
pvr-logo: PVR	[662, 764, 708, 787]
cinema-name: ಮಿಷನ್ ಇಂಪಾಸಿಬಲ್ (ಇ)	[662, 260, 733, 269]
lead-photo-bar: ಕರ್ನಾಟಕ ಗೃಹ ಮಂಡಳಿ ಆಯುಕ್ತ ದಯಾನಂದ ಕಿವಿಮಾತು	[176, 152, 650, 174]
brahmin-headline: ಮೂರೂರು ಕರ್ನಾಟಕ ಬ್ರಾಹ್ಮಣ ಸಂಘದಿಂದ ಸಮುದಾಯದ ವಿದ್ಯಾರ್ಥಿಗಳಿಗೆ ಪ್ರೋತ್ಸಾಹ ಧನ	[77, 505, 263, 530]
cinema-row	[659, 193, 889, 206]
drc-phone: ದೂ: 4240422/4241800	[731, 418, 817, 426]
cinema-row	[659, 180, 889, 193]
protest-photo	[296, 544, 650, 672]
cinema-name: ಥಗ್ ಲೈಫ್ (ತ)	[662, 156, 705, 165]
pvr-line: ಮಿಷನ್ ಇಂಪಾಸಿಬಲ್ (ಇ) ಬೆ.11.05, ಮ.2.40, ರಾ.8.20	[663, 818, 812, 826]
cinema-info: 4 ಪ್ರದರ್ಶನಗಳು	[843, 312, 886, 321]
pvr-line: ಏಸ್ (ಕ) ಮ.12.30, ಸಂ.6.20, ರಾ.9.35	[663, 829, 773, 837]
cinema-listing-title: ಮೈಸೂರು ಚಿತ್ರಮಂದಿರಗಳಲ್ಲಿ	[658, 86, 890, 114]
race-description: ಐವರಿ ಪ್ಲೇಟ್-1600 ಮೀ. ರೇಟಿಂಗ್ 20 ಡಿಂದ 45.	[673, 982, 806, 992]
magenta-dot	[836, 1400, 844, 1408]
jackpot-row	[665, 1165, 883, 1176]
cinema-info: 4 ಪ್ರದರ್ಶನಗಳು	[843, 260, 886, 269]
race-item	[665, 1025, 883, 1036]
lead-column-2: ಸಾಧನೆ ಮಾಡಲು ಸಾಧ್ಯ ಎಂದರು. ವಿದ್ಯಾರ್ಥಿಗಳು ಸ್ಪರ್ಧಾತ್ಮಕ ಪರೀಕ್ಷೆಗಳಲ್ಲಿ ಉತ್ತೀರ್ಣರಾಗಬೇಕು. ನಿರಂತರ ಅಧ್ಯಯನ ಮಾಡಬೇಕು. ಸಂಕಷ್ಟದ ಪರಿಸ್ಥಿತಿಯಿಂದ ಬಂದರೂ ಗುರಿಯೆಡೆಗೆ ಸಾಗಬೇಕು.	[176, 351, 294, 404]
inox-line: ಸ್ಕ್ರೀನ್ 5 ಥಗ್‌ಲೈಫ್ (ತ) ಮ.2.50, ಸಂ.6.30, ರಾ.9.30	[663, 597, 804, 605]
race-description: ಕೊಕ್ಕೊಲಾ ಪ್ಲೇಟ್ ಡಿವ್ II-1200 ಮೀ. ರೇಟಿಂಗ್ 40 ಡಿಂದ 65.	[678, 1098, 844, 1107]
race-description: ಚಿತ್ರದುರ್ಗ ಪ್ಲೇಟ್-1200 ಮೀ. ರೇಟಿಂಗ್ 00 ಡಿಂದ 25.	[678, 1024, 822, 1034]
mvc-ad	[658, 650, 890, 752]
